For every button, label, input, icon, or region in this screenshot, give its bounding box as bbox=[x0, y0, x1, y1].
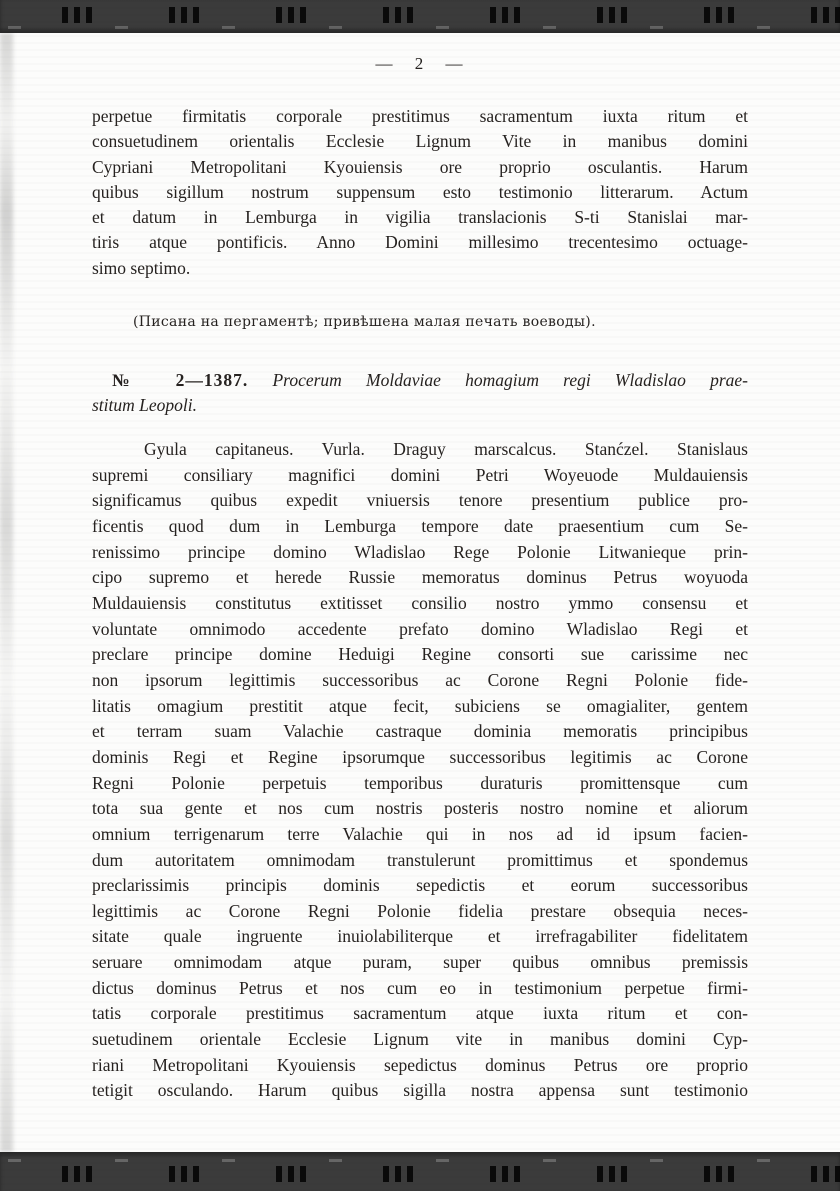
document-title: Procerum Moldaviae homagium regi Wladislao prae- bbox=[272, 370, 749, 390]
text-line: dominis Regi et Regine ipsorumque successoribus legitimis ac Corone bbox=[92, 746, 748, 767]
text-line: quibus sigillum nostrum suppensum esto testimonio litterarum. Actum bbox=[92, 181, 748, 202]
page-number: — 2 — bbox=[375, 54, 465, 73]
text-line: tatis corporale prestitimus sacramentum atque iuxta ritum et con- bbox=[92, 1003, 748, 1024]
text-line: supremi consiliary magnifici domini Petri Woyeuode Muldauiensis bbox=[92, 464, 748, 485]
text-line: litatis omagium prestitit atque fecit, subiciens se omagialiter, gentem bbox=[92, 695, 748, 716]
text-line: preclare principe domine Heduigi Regine consorti sue carissime nec bbox=[92, 644, 748, 665]
text-line: tota sua gente et nos cum nostris posteris nostro nomine et aliorum bbox=[92, 798, 748, 819]
text-line: voluntate omnimodo accedente prefato domino Wladislao Regi et bbox=[92, 618, 748, 639]
text-line: omnium terrigenarum terre Valachie qui in nos ad id ipsum facien- bbox=[92, 823, 748, 844]
scan-artifact-top-band bbox=[0, 0, 840, 33]
text-line: tetigit osculando. Harum quibus sigilla nostra appensa sunt testimonio bbox=[92, 1080, 748, 1101]
text-line: seruare omnimodam atque puram, super quibus omnibus premissis bbox=[92, 952, 748, 973]
text-line: Muldauiensis constitutus extitisset consilio nostro ymmo consensu et bbox=[92, 592, 748, 613]
archival-note: (Писана на пергаментѣ; привѣшена малая печать воеводы). bbox=[133, 314, 596, 330]
text-line: suetudinem orientale Ecclesie Lignum vite in manibus domini Cyp- bbox=[92, 1029, 748, 1050]
text-line: et terram suam Valachie castraque dominia memoratis principibus bbox=[92, 721, 748, 742]
text-line: sitate quale ingruente inuiolabiliterque et irrefragabiliter fidelitatem bbox=[92, 926, 748, 947]
text-line: significamus quibus expedit vniuersis tenore presentium publice pro- bbox=[92, 490, 748, 511]
text-line: riani Metropolitani Kyouiensis sepedictus dominus Petrus ore proprio bbox=[92, 1054, 748, 1075]
text-line: Regni Polonie perpetuis temporibus duraturis promittensque cum bbox=[92, 772, 748, 793]
text-line: Cypriani Metropolitani Kyouiensis ore proprio osculantis. Harum bbox=[92, 156, 748, 177]
text-line: cipo supremo et herede Russie memoratus dominus Petrus woyuoda bbox=[92, 567, 748, 588]
text-line: ficentis quod dum in Lemburga tempore date praesentium cum Se- bbox=[92, 515, 748, 536]
scan-artifact-left-edge bbox=[0, 33, 13, 1152]
text-line: dum autoritatem omnimodam transtulerunt promittimus et spondemus bbox=[92, 849, 748, 870]
document-body bbox=[92, 437, 748, 1104]
text-line: simo septimo. bbox=[92, 257, 191, 278]
text-line: et datum in Lemburga in vigilia translacionis S-ti Stanislai mar- bbox=[92, 207, 748, 228]
text-line: perpetue firmitatis corporale prestitimus sacramentum iuxta ritum et bbox=[92, 106, 748, 126]
document-heading bbox=[92, 368, 748, 419]
heading-line: stitum Leopoli. bbox=[92, 395, 198, 416]
scan-artifact-bottom-band bbox=[0, 1152, 840, 1191]
text-line: dictus dominus Petrus et nos cum eo in testimonium perpetue firmi- bbox=[92, 977, 748, 998]
text-line: preclarissimis principis dominis sepedictis et eorum successoribus bbox=[92, 875, 748, 896]
document-number: № 2—1387. bbox=[112, 370, 249, 390]
heading-line bbox=[92, 368, 748, 393]
text-line: legittimis ac Corone Regni Polonie fidelia prestare obsequia neces- bbox=[92, 900, 748, 921]
text-line: non ipsorum legittimis successoribus ac Corone Regni Polonie fide- bbox=[92, 669, 748, 690]
paragraph-continuation bbox=[92, 104, 748, 281]
text-line: consuetudinem orientalis Ecclesie Lignum Vite in manibus domini bbox=[92, 131, 748, 152]
text-line: renissimo principe domino Wladislao Rege Polonie Litwanieque prin- bbox=[92, 541, 748, 562]
text-line: tiris atque pontificis. Anno Domini millesimo trecentesimo octuage- bbox=[92, 232, 748, 253]
text-line: Gyula capitaneus. Vurla. Draguy marscalcus. Stanćzel. Stanislaus bbox=[144, 439, 748, 459]
